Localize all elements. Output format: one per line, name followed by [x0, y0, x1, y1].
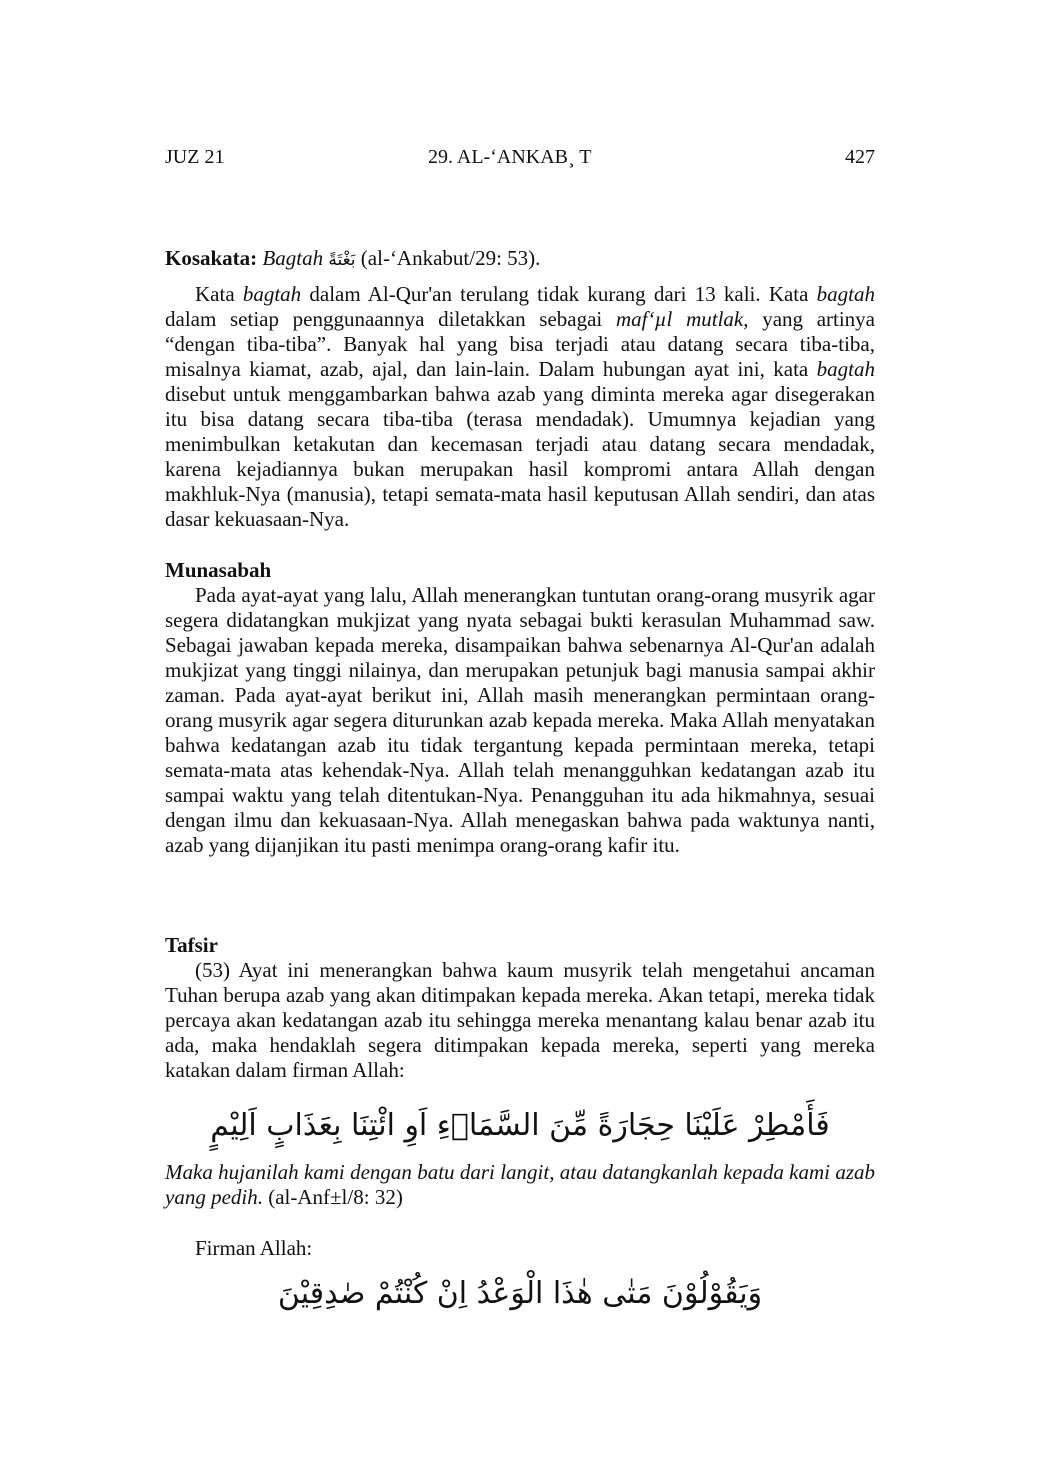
page-number: 427 [845, 146, 875, 168]
munasabah-section [165, 558, 875, 858]
translation-text: Maka hujanilah kami dengan batu dari langit, atau datangkanlah kepada kami azab yang pedih. [165, 1160, 875, 1209]
translation-ref: (al-Anf±l/8: 32) [262, 1185, 403, 1209]
firman-intro: Firman Allah: [195, 1236, 313, 1260]
kosakata-label: Kosakata: [165, 246, 258, 270]
tafsir-paragraph: (53) Ayat ini menerangkan bahwa kaum musyrik telah mengetahui ancaman Tuhan berupa azab yang akan ditimpakan kepada mereka. Akan tetapi, mereka tidak percaya akan kedatangan azab itu sehingga mereka menantang kalau benar azab itu ada, maka hendaklah segera ditimpakan kepada mereka, seperti yang mereka katakan dalam firman Allah: [165, 958, 875, 1082]
kosakata-paragraph: Kata bagtah dalam Al-Qur'an terulang tidak kurang dari 13 kali. Kata bagtah dalam setiap penggunaannya diletakkan sebagai maf‘µl mutlak, yang artinya “dengan tiba-tiba”. Banyak hal yang bisa terjadi atau datang secara tiba-tiba, misalnya kiamat, azab, ajal, dan lain-lain. Dalam hubungan ayat ini, kata bagtah disebut untuk menggambarkan bahwa azab yang diminta mereka agar disegerakan itu bisa datang secara tiba-tiba (terasa mendadak). Umumnya kejadian yang menimbulkan ketakutan dan kecemasan terjadi atau datang secara mendadak, karena kejadiannya bukan merupakan hasil kompromi antara Allah dengan makhluk-Nya (manusia), tetapi semata-mata hasil keputusan Allah sendiri, dan atas dasar kekuasaan-Nya. [165, 282, 876, 531]
kosakata-term: Bagtah [262, 246, 324, 270]
arabic-verse-1: فَأَمْطِرْ عَلَيْنَا حِجَارَةً مِّنَ السَّمَاۤءِ اَوِ ائْتِنَا بِعَذَابٍ اَلِيْمٍ [210, 1108, 830, 1143]
munasabah-paragraph: Pada ayat-ayat yang lalu, Allah menerangkan tuntutan orang-orang musyrik agar segera didatangkan mukjizat yang nyata sebagai bukti kerasulan Muhammad saw. Sebagai jawaban kepada mereka, disampaikan bahwa sebenarnya Al-Qur'an adalah mukjizat yang tinggi nilainya, dan merupakan petunjuk bagi manusia sampai akhir zaman. Pada ayat-ayat berikut ini, Allah masih menerangkan permintaan orang-orang musyrik agar segera diturunkan azab kepada mereka. Maka Allah menyatakan bahwa kedatangan azab itu tidak tergantung kepada permintaan mereka, tetapi semata-mata atas kehendak-Nya. Allah telah menangguhkan kedatangan azab itu sampai waktu yang telah ditentukan-Nya. Penangguhan itu ada hikmahnya, sesuai dengan ilmu dan kekuasaan-Nya. Allah menegaskan bahwa pada waktunya nanti, azab yang dijanjikan itu pasti menimpa orang-orang kafir itu. [165, 583, 875, 857]
tafsir-section [165, 933, 875, 1083]
tafsir-title: Tafsir [165, 933, 218, 957]
kosakata-arabic: بَغْتَةً [328, 250, 356, 270]
kosakata-heading [165, 246, 875, 273]
translation [165, 1160, 875, 1210]
munasabah-title: Munasabah [165, 558, 272, 582]
running-header-juz: JUZ 21 [165, 146, 225, 168]
running-header-surah: 29. AL-‘ANKAB¸ T [428, 146, 592, 168]
arabic-verse-2: وَيَقُوْلُوْنَ مَتٰى هٰذَا الْوَعْدُ اِنْ كُنْتُمْ صٰدِقِيْنَ [277, 1276, 763, 1311]
kosakata-ref: (al-‘Ankabut/29: 53). [360, 246, 541, 270]
